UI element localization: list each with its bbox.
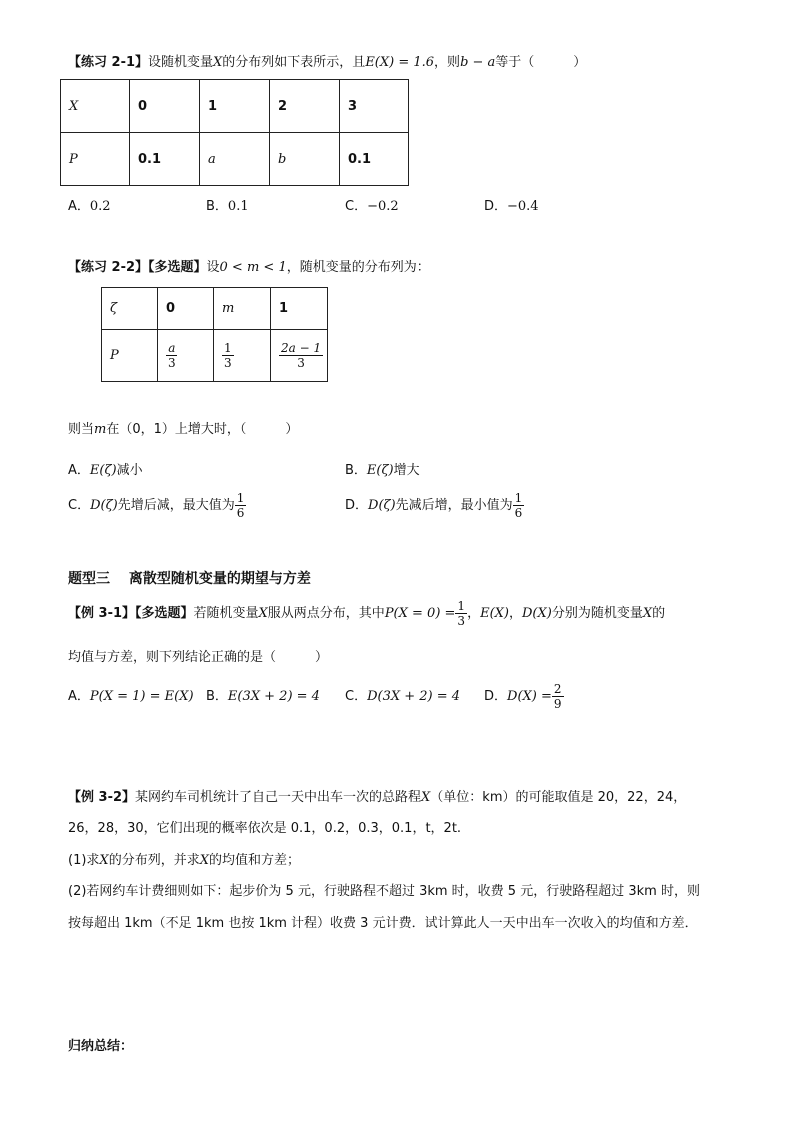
fraction: $\frac{1}{6}$ <box>514 491 523 520</box>
ex21-option-c: C．−0.2 <box>345 199 399 214</box>
ex21-question: 【练习 2-1】设随机变量X的分布列如下表所示，且E(X) = 1.6，则b − a等于（ ） <box>68 55 587 70</box>
fraction: $\frac{2}{9}$ <box>553 682 562 711</box>
table-row: X 0 1 2 3 <box>61 80 409 133</box>
fraction: $\frac{a}{3}$ <box>168 341 176 370</box>
fraction: $\frac{1}{3}$ <box>457 599 466 628</box>
ex31-option-d: D．D(X) = $\frac{2}{9}$ <box>484 682 562 711</box>
section-title: 题型三 离散型随机变量的期望与方差 <box>68 571 311 587</box>
ex22-stem: 则当m在（0，1）上增大时，（ ） <box>68 422 299 437</box>
ex22-option-c: C．D(ζ)先增后减，最大值为 $\frac{1}{6}$ <box>68 491 245 520</box>
ex21-option-d: D．−0.4 <box>484 199 539 214</box>
ex22-distribution-table <box>101 287 328 382</box>
ex32-line5: 按每超出 1km（不足 1km 也按 1km 计程）收费 3 元计费．试计算此人一天中出车一次收入的均值和方差． <box>68 916 698 931</box>
ex32-line4: (2)若网约车计费细则如下：起步价为 5 元，行驶路程不超过 3km 时，收费 5 元，行驶路程超过 3km 时，则 <box>68 884 700 899</box>
ex22-option-a: A．E(ζ)减小 <box>68 463 143 478</box>
ex21-option-a: A．0.2 <box>68 199 111 214</box>
ex32-line2: 26，28，30，它们出现的概率依次是 0.1，0.2，0.3，0.1，t，2t. <box>68 821 462 836</box>
ex31-option-c: C．D(3X + 2) = 4 <box>345 689 461 704</box>
ex31-line2: 均值与方差，则下列结论正确的是（ ） <box>68 650 329 665</box>
ex22-option-b: B．E(ζ)增大 <box>345 463 420 478</box>
ex32-line3: (1)求X的分布列，并求X的均值和方差； <box>68 853 300 868</box>
fraction: $\frac{1}{6}$ <box>236 491 245 520</box>
ex31-option-a: A．P(X = 1) = E(X) <box>68 689 194 704</box>
ex21-distribution-table <box>60 79 409 186</box>
summary-label: 归纳总结： <box>68 1039 134 1054</box>
fraction: $\frac{1}{3}$ <box>224 341 232 370</box>
ex31-question: 【例 3-1】【多选题】若随机变量X服从两点分布，其中P(X = 0) = $\frac{1}{3}$ ，E(X)，D(X)分别为随机变量X的 <box>68 599 666 628</box>
fraction: $\frac{2a - 1}{3}$ <box>281 341 322 370</box>
ex31-option-b: B．E(3X + 2) = 4 <box>206 689 320 704</box>
table-row: ζ 0 m 1 <box>102 288 328 330</box>
ex22-question: 【练习 2-2】【多选题】设0 < m < 1，随机变量的分布列为： <box>68 260 430 275</box>
ex32-line1: 【例 3-2】某网约车司机统计了自己一天中出车一次的总路程X（单位：km）的可能取值是 20，22，24， <box>68 790 687 805</box>
table-row: P 0.1 a b 0.1 <box>61 133 409 186</box>
ex22-option-d: D．D(ζ)先减后增，最小值为 $\frac{1}{6}$ <box>345 491 523 520</box>
ex21-option-b: B．0.1 <box>206 199 249 214</box>
table-row: P $\frac{a}{3}$ $\frac{1}{3}$ $\frac{2a - 1}{3}$ <box>102 330 328 382</box>
